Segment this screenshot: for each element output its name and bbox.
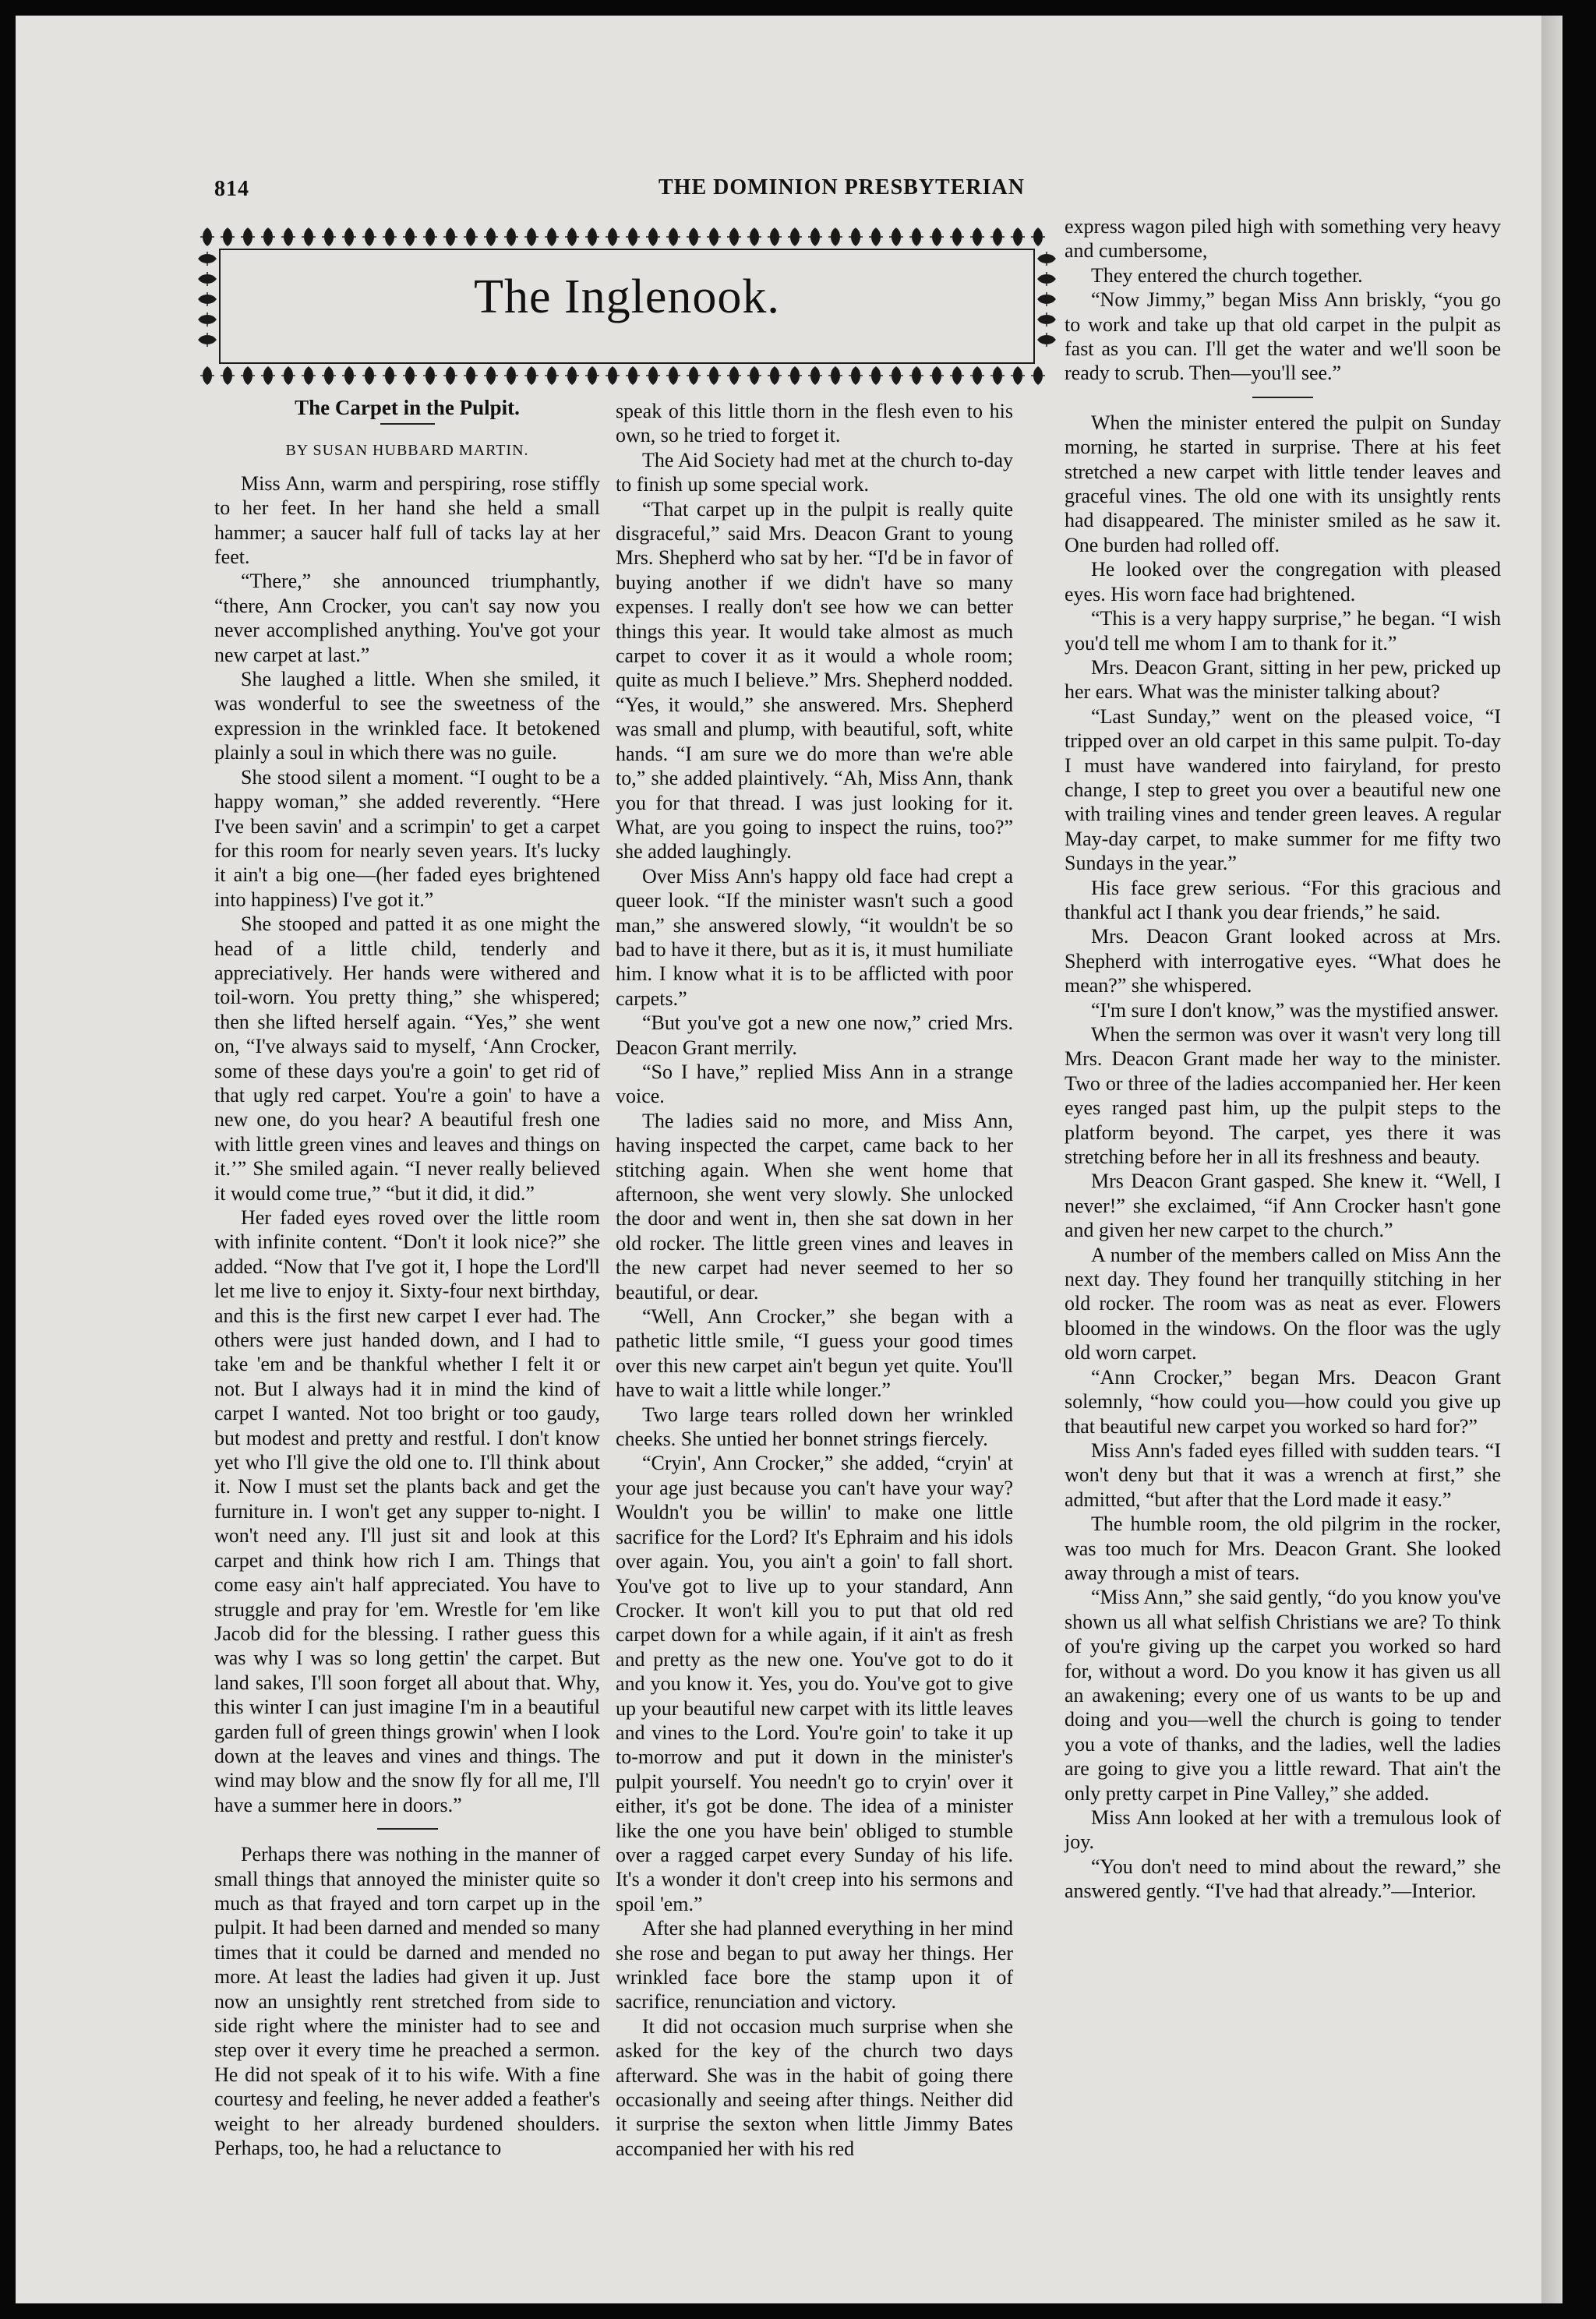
ornament-leaf [585, 367, 599, 384]
ornament-leaf [545, 228, 559, 245]
paragraph: Her faded eyes roved over the little room with infinite content. “Don't it look nice?” she added. “Now that I've got it, I hope the Lord'll let me live to enjoy it. Sixty-four next birthday, and this is the first new carpet I ever had. The others were just handed down, and I had to take 'em and be thankful whether I felt it or not. But I always had it in mind the kind of carpet I wanted. Not too bright or too gaudy, but modest and pretty and restful. I don't know yet who I'll give the old one to. I'll think about it. Now I must set the plants back and get the furniture in. I won't get any supper to-night. I won't need any. I'll just sit and look at this carpet and think how rich I am. Things that come easy ain't half appreciated. You have to struggle and pray for 'em. Wrestle for 'em like Jacob did for the blessing. I rather guess this was why I was so long gettin' the carpet. But land sakes, I'll soon forget all about that. Why, this winter I can just imagine I'm in a beautiful garden full of green things growin' when I look down at the leaves and vines and things. The wind may blow and the snow fly for all me, I'll have a summer here in doors.” [214, 1206, 600, 1816]
paragraph: Two large tears rolled down her wrinkled cheeks. She untied her bonnet strings fiercely. [616, 1403, 1013, 1451]
ornament-leaf [464, 228, 478, 245]
paragraph: Perhaps there was nothing in the manner of small things that annoyed the minister quite so much as that frayed and torn carpet up in the pulpit. It had been darned and mended so many times that it could be darned and mended no more. At least the ladies had given it up. Just now an unsightly rent stretched from side to side right where the minister had to see and step over it every time he preached a sermon. He did not speak of it to his wife. With a fine courtesy and feeling, he never added a feather's weight to her already burdened shoulders. Perhaps, too, he had a reluctance to [214, 1843, 600, 2160]
paragraph: Over Miss Ann's happy old face had crept a queer look. “If the minister wasn't such a good man,” she answered slowly, “it wouldn't be so bad to have it there, but as it is, it must humiliate him. I know what it is to be afflicted with poor carpets.” [616, 864, 1013, 1010]
ornament-leaf [322, 228, 336, 245]
ornament-leaf [199, 333, 216, 347]
newspaper-page [16, 16, 1562, 2303]
ornament-leaf [423, 367, 437, 384]
ornament-leaf [828, 367, 842, 384]
ornament-leaf [403, 367, 417, 384]
paragraph: They entered the church together. [1091, 263, 1363, 287]
page-number: 814 [214, 177, 249, 201]
ornament-leaf [707, 228, 721, 245]
top-ornament-row [200, 228, 1045, 245]
ornament-leaf [302, 228, 316, 245]
ornament-leaf [484, 228, 498, 245]
ornament-leaf [747, 228, 761, 245]
ornament-leaf [687, 367, 701, 384]
ornament-leaf [869, 228, 883, 245]
ornament-leaf [970, 228, 984, 245]
paragraph: She stooped and patted it as one might the head of a little child, tenderly and appreciatively. Her hands were withered and toil-worn. You pretty thing,” she whispered; then she lifted herself again. “Yes,” she went on, “I've always said to myself, ‘Ann Crocker, some of these days you're a goin' to get rid of that ugly red carpet. You're a goin' to have a new one, do you hear? A beautiful fresh one with little green vines and leaves and things on it.’” She smiled again. “I never really believed it would come true,” “but it did, it did.” [214, 912, 600, 1205]
ornament-leaf [606, 367, 620, 384]
ornament-leaf [1011, 367, 1025, 384]
paragraph: When the minister entered the pulpit on Sunday morning, he started in surprise. There at his feet stretched a new carpet with little tender leaves and graceful vines. The old one with its unsightly rents had disappeared. The minister smiled as he saw it. One burden had rolled off. [1065, 411, 1501, 556]
ornament-leaf [362, 228, 376, 245]
paragraph: She stood silent a moment. “I ought to be a happy woman,” she added reverently. “Here I've been savin' and a scrimpin' to get a carpet for this room for nearly seven years. It's lucky it ain't a big one—(her faded eyes brightened into happiness) I've got it.” [214, 765, 600, 911]
ornament-leaf [261, 367, 275, 384]
paragraph: express wagon piled high with something very heavy and cumbersome, [1065, 215, 1501, 263]
ornament-leaf [423, 228, 437, 245]
paragraph: She laughed a little. When she smiled, it was wonderful to see the sweetness of the expression in the wrinkled face. It betokened plainly a soul in which there was no guile. [214, 668, 600, 764]
ornament-leaf [464, 367, 478, 384]
paragraph: His face grew serious. “For this gracious and thankful act I thank you dear friends,” he said. [1065, 876, 1501, 923]
ornament-leaf [545, 367, 559, 384]
paragraph: speak of this little thorn in the flesh even to his own, so he tried to forget it. [616, 400, 1013, 447]
section-banner [196, 224, 1058, 388]
ornament-leaf [808, 228, 822, 245]
ornament-leaf [666, 367, 680, 384]
paragraph: Mrs. Deacon Grant, sitting in her pew, pricked up her ears. What was the minister talking about? [1065, 655, 1501, 704]
paragraph: “Now Jimmy,” began Miss Ann briskly, “you go to work and take up that old carpet in the pulpit as fast as you can. I'll get the water and we'll soon be ready to scrub. Then—you'll see.” [1065, 288, 1501, 385]
ornament-leaf [302, 367, 316, 384]
ornament-leaf [849, 228, 863, 245]
ornament-leaf [889, 228, 903, 245]
ornament-leaf [504, 367, 518, 384]
paragraph: “So I have,” replied Miss Ann in a strange voice. [616, 1060, 1013, 1108]
ornament-leaf [930, 367, 944, 384]
running-title: THE DOMINION PRESBYTERIAN [659, 175, 1025, 199]
column-1 [214, 396, 600, 2160]
paragraph: The humble room, the old pilgrim in the rocker, was too much for Mrs. Deacon Grant. She looked away through a mist of tears. [1065, 1512, 1501, 1584]
ornament-leaf [909, 228, 923, 245]
ornament-leaf [849, 367, 863, 384]
ornament-leaf [524, 367, 538, 384]
ornament-leaf [565, 367, 579, 384]
paragraph: Miss Ann, warm and perspiring, rose stiffly to her feet. In her hand she held a small hammer; a saucer half full of tacks lay at her feet. [214, 471, 600, 569]
paragraph: Miss Ann's faded eyes filled with sudden tears. “I won't deny but that it was a wrench at first,” she admitted, “but after that the Lord made it easy.” [1065, 1438, 1501, 1511]
ornament-leaf [909, 367, 923, 384]
ornament-leaf [200, 367, 214, 384]
ornament-leaf [1011, 228, 1025, 245]
paragraph: When the sermon was over it wasn't very long till Mrs. Deacon Grant made her way to the minister. Two or three of the ladies accompanied her. Her keen eyes ranged past him, up the pulpit steps to the platform beyond. The carpet, yes there it was stretching before her in all its freshness and beauty. [1065, 1023, 1501, 1169]
ornament-leaf [727, 228, 741, 245]
paragraph: “You don't need to mind about the reward,” she answered gently. “I've had that already.”—Interior. [1065, 1855, 1501, 1903]
ornament-leaf [342, 367, 356, 384]
bottom-ornament-row [200, 367, 1045, 384]
paragraph: After she had planned everything in her mind she rose and began to put away her things. Her wrinkled face bore the stamp upon it of sacrifice, renunciation and victory. [616, 1917, 1013, 2014]
ornament-leaf [727, 367, 741, 384]
ornament-leaf [747, 367, 761, 384]
ornament-leaf [565, 228, 579, 245]
paragraph: A number of the members called on Miss Ann the next day. They found her tranquilly stitching in her old rocker. The room was as neat as ever. Flowers bloomed in the windows. On the floor was the ugly old worn carpet. [1065, 1243, 1501, 1364]
article-title: The Carpet in the Pulpit. [295, 396, 520, 419]
ornament-leaf [646, 367, 660, 384]
ornament-leaf [606, 228, 620, 245]
ornament-leaf [585, 228, 599, 245]
ornament-leaf [1038, 252, 1055, 266]
ornament-leaf [788, 367, 802, 384]
ornament-leaf [788, 228, 802, 245]
ornament-leaf [869, 367, 883, 384]
ornament-leaf [241, 228, 255, 245]
paragraph: “Last Sunday,” went on the pleased voice, “I tripped over an old carpet in this same pulpit. To-day I must have wandered into fairyland, for presto change, I step to greet you over a beautiful new one with trailing vines and tender green leaves. A regular May-day carpet, to make summer for me fifty two Sundays in the year.” [1065, 704, 1501, 875]
paragraph: “Well, Ann Crocker,” she began with a pathetic little smile, “I guess your good times over this new carpet ain't begun yet quite. You'll have to wait a little while longer.” [616, 1305, 1013, 1402]
paragraph: “That carpet up in the pulpit is really quite disgraceful,” said Mrs. Deacon Grant to young Mrs. Shepherd who sat by her. “I'd be in favor of buying another if we didn't have so many expenses. I really don't see how we can better things this year. It would take almost as much carpet to cover it as it would a whole room; quite as much I believe.” Mrs. Shepherd nodded. “Yes, it would,” she answered. Mrs. Shepherd was small and plump, with beautiful, soft, white hands. “I am sure we do more than we're able to,” she added plaintively. “Ah, Miss Ann, thank you for that thread. I was just looking for it. What, are you going to inspect the ruins, too?” she added laughingly. [616, 497, 1013, 863]
ornament-leaf [443, 228, 457, 245]
ornament-leaf [524, 228, 538, 245]
ornament-leaf [808, 367, 822, 384]
column-3 [1065, 214, 1501, 1904]
ornament-leaf [241, 367, 255, 384]
paragraph: “This is a very happy surprise,” he began. “I wish you'd tell me whom I am to thank for it.” [1065, 607, 1501, 655]
paragraph: The ladies said no more, and Miss Ann, having inspected the carpet, came back to her stitching again. When she went home that afternoon, she went very slowly. She unlocked the door and went in, then she sat down in her old rocker. The little green vines and leaves in the new carpet had never seemed to her so beautiful, or dear. [616, 1109, 1013, 1304]
ornament-leaf [950, 228, 964, 245]
article-byline: BY SUSAN HUBBARD MARTIN. [285, 442, 529, 460]
ornament-leaf [281, 228, 295, 245]
paragraph: “But you've got a new one now,” cried Mrs. Deacon Grant merrily. [616, 1011, 1013, 1059]
paragraph: The Aid Society had met at the church to-day to finish up some special work. [616, 448, 1013, 496]
ornament-leaf [646, 228, 660, 245]
paragraph: “There,” she announced triumphantly, “there, Ann Crocker, you can't say now you never accomplished anything. You've got your new carpet at last.” [214, 570, 600, 666]
ornament-leaf [889, 367, 903, 384]
ornament-leaf [221, 228, 235, 245]
ornament-leaf [626, 367, 640, 384]
column-2 [616, 399, 1013, 2161]
ornament-leaf [504, 228, 518, 245]
ornament-leaf [768, 228, 782, 245]
paragraph: Miss Ann looked at her with a tremulous look of joy. [1065, 1806, 1501, 1854]
paragraph: Mrs Deacon Grant gasped. She knew it. “Well, I never!” she exclaimed, “if Ann Crocker hasn't gone and given her new carpet to the church.” [1065, 1170, 1501, 1242]
section-separator [377, 1828, 438, 1830]
ornament-leaf [443, 367, 457, 384]
page-header [214, 175, 1040, 203]
ornament-leaf [707, 367, 721, 384]
ornament-leaf [484, 367, 498, 384]
ornament-leaf [342, 228, 356, 245]
ornament-leaf [626, 228, 640, 245]
ornament-leaf [687, 228, 701, 245]
paragraph: He looked over the congregation with pleased eyes. His worn face had brightened. [1065, 558, 1501, 605]
ornament-leaf [383, 228, 397, 245]
ornament-leaf [200, 228, 214, 245]
ornament-leaf [199, 252, 216, 266]
section-title: The Inglenook. [474, 270, 780, 323]
ornament-leaf [950, 367, 964, 384]
paragraph: “I'm sure I don't know,” was the mystified answer. [1091, 998, 1499, 1022]
paragraph: “Cryin', Ann Crocker,” she added, “cryin' at your age just because you can't have your way? Wouldn't you be willin' to make one little sacrifice for the Lord? It's Ephraim and his idols over again. You, you ain't a goin' to fall short. You've got to live up to your standard, Ann Crocker. It won't kill you to put that old red carpet down for a while again, if it ain't as fresh and pretty as the new one. You've got to do it and you know it. Yes, you do. You've got to give up your beautiful new carpet with its little leaves and vines to the Lord. You're goin' to take it up to-morrow and put it down in the minister's pulpit yourself. You needn't go to cryin' over it either, it's got be done. The idea of a minister like the one you have bein' obliged to stumble over a ragged carpet every Sunday of his life. It's a wonder it don't creep into his sermons and spoil 'em.” [616, 1452, 1013, 1915]
ornament-leaf [1031, 367, 1045, 384]
ornament-leaf [403, 228, 417, 245]
ornament-leaf [990, 367, 1005, 384]
ornament-leaf [666, 228, 680, 245]
ornament-leaf [1038, 333, 1055, 347]
ornament-leaf [768, 367, 782, 384]
paragraph: “Miss Ann,” she said gently, “do you know you've shown us all what selfish Christians we are? To think of you're giving up the carpet you worked so hard for, without a word. Do you know it has given us all an awakening; every one of us wants to be up and doing and you—well the church is going to tender you a vote of thanks, and the ladies, well the ladies are going to give you a little reward. That ain't the only pretty carpet in Pine Valley,” she added. [1065, 1586, 1501, 1805]
ornament-leaf [322, 367, 336, 384]
ornament-leaf [1031, 228, 1045, 245]
ornament-leaf [930, 228, 944, 245]
ornament-leaf [281, 367, 295, 384]
section-separator [1252, 397, 1313, 398]
ornament-leaf [261, 228, 275, 245]
paragraph: “Ann Crocker,” began Mrs. Deacon Grant solemnly, “how could you—how could you give up that beautiful new carpet you worked so hard for?” [1065, 1365, 1501, 1438]
paragraph: Mrs. Deacon Grant looked across at Mrs. Shepherd with interrogative eyes. “What does he mean?” she whispered. [1065, 925, 1501, 997]
ornament-leaf [990, 228, 1005, 245]
ornament-leaf [970, 367, 984, 384]
ornament-leaf [221, 367, 235, 384]
paragraph: It did not occasion much surprise when she asked for the key of the church two days afterward. She was in the habit of going there occasionally and seeing after things. Neither did it surprise the sexton when little Jimmy Bates accompanied her with his red [616, 2014, 1013, 2160]
ornament-leaf [383, 367, 397, 384]
ornament-leaf [828, 228, 842, 245]
title-rule [380, 423, 435, 425]
ornament-leaf [362, 367, 376, 384]
